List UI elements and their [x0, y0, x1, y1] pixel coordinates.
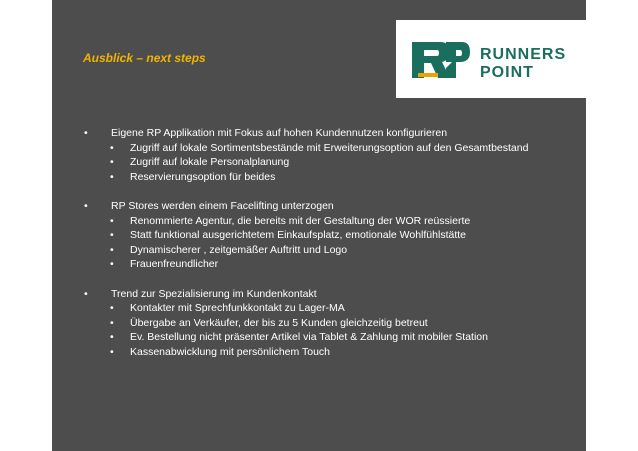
list-item — [84, 287, 584, 302]
logo-text-runners: RUNNERS — [480, 46, 567, 63]
section-heading: Eigene RP Applikation mit Fokus auf hohen Kundennutzen konfigurieren — [111, 127, 448, 139]
list-item — [84, 301, 584, 316]
bullet-icon: • — [110, 316, 114, 329]
bullet-icon: • — [84, 127, 88, 139]
sub-item: Statt funktional ausgerichtetem Einkaufsplatz, emotionale Wohlfühlstätte — [130, 229, 466, 242]
list-item — [84, 257, 584, 272]
bullet-icon: • — [110, 156, 114, 169]
bullet-list — [84, 126, 584, 374]
slide-title: Ausblick – next steps — [83, 51, 206, 65]
bullet-icon: • — [110, 229, 114, 242]
section-specialisation — [84, 287, 584, 360]
list-item — [84, 126, 584, 141]
list-item — [84, 155, 584, 170]
section-heading: RP Stores werden einem Facelifting unterzogen — [111, 199, 334, 212]
logo-text-point: POINT — [480, 64, 534, 81]
bullet-icon: • — [84, 199, 88, 212]
sub-item: Kontakter mit Sprechfunkkontakt zu Lager-MA — [130, 302, 345, 315]
sub-item: Ev. Bestellung nicht präsenter Artikel via Tablet & Zahlung mit mobiler Station — [130, 331, 488, 344]
runners-point-logo — [396, 20, 586, 98]
sub-item: Frauenfreundlicher — [130, 258, 219, 271]
section-heading: Trend zur Spezialisierung im Kundenkontakt — [111, 287, 317, 300]
list-item — [84, 141, 584, 156]
sub-item: Zugriff auf lokale Personalplanung — [130, 156, 290, 169]
list-item — [84, 228, 584, 243]
slide-panel — [52, 0, 586, 451]
bullet-icon: • — [110, 243, 114, 256]
section-app — [84, 126, 584, 184]
sub-item: Zugriff auf lokale Sortimentsbestände mit Erweiterungsoption auf den Gesamtbestand — [130, 141, 529, 154]
list-item — [84, 170, 584, 185]
bullet-icon: • — [84, 287, 88, 300]
rp-logo-mark-icon — [410, 38, 470, 82]
bullet-icon: • — [110, 258, 114, 271]
sub-item: Kassenabwicklung mit persönlichem Touch — [130, 345, 330, 358]
sub-item: Reservierungsoption für beides — [130, 170, 276, 183]
sub-item: Dynamischerer , zeitgemäßer Auftritt und Logo — [130, 243, 348, 256]
list-item — [84, 316, 584, 331]
list-item — [84, 345, 584, 360]
list-item — [84, 330, 584, 345]
bullet-icon: • — [110, 331, 114, 344]
sub-item: Übergabe an Verkäufer, der bis zu 5 Kunden gleichzeitig betreut — [130, 316, 428, 329]
list-item — [84, 243, 584, 258]
list-item — [84, 214, 584, 229]
bullet-icon: • — [110, 141, 114, 154]
section-stores — [84, 199, 584, 272]
sub-item: Renommierte Agentur, die bereits mit der Gestaltung der WOR reüssierte — [130, 214, 471, 227]
bullet-icon: • — [110, 345, 114, 358]
list-item — [84, 199, 584, 214]
bullet-icon: • — [110, 302, 114, 315]
bullet-icon: • — [110, 170, 114, 183]
bullet-icon: • — [110, 214, 114, 227]
